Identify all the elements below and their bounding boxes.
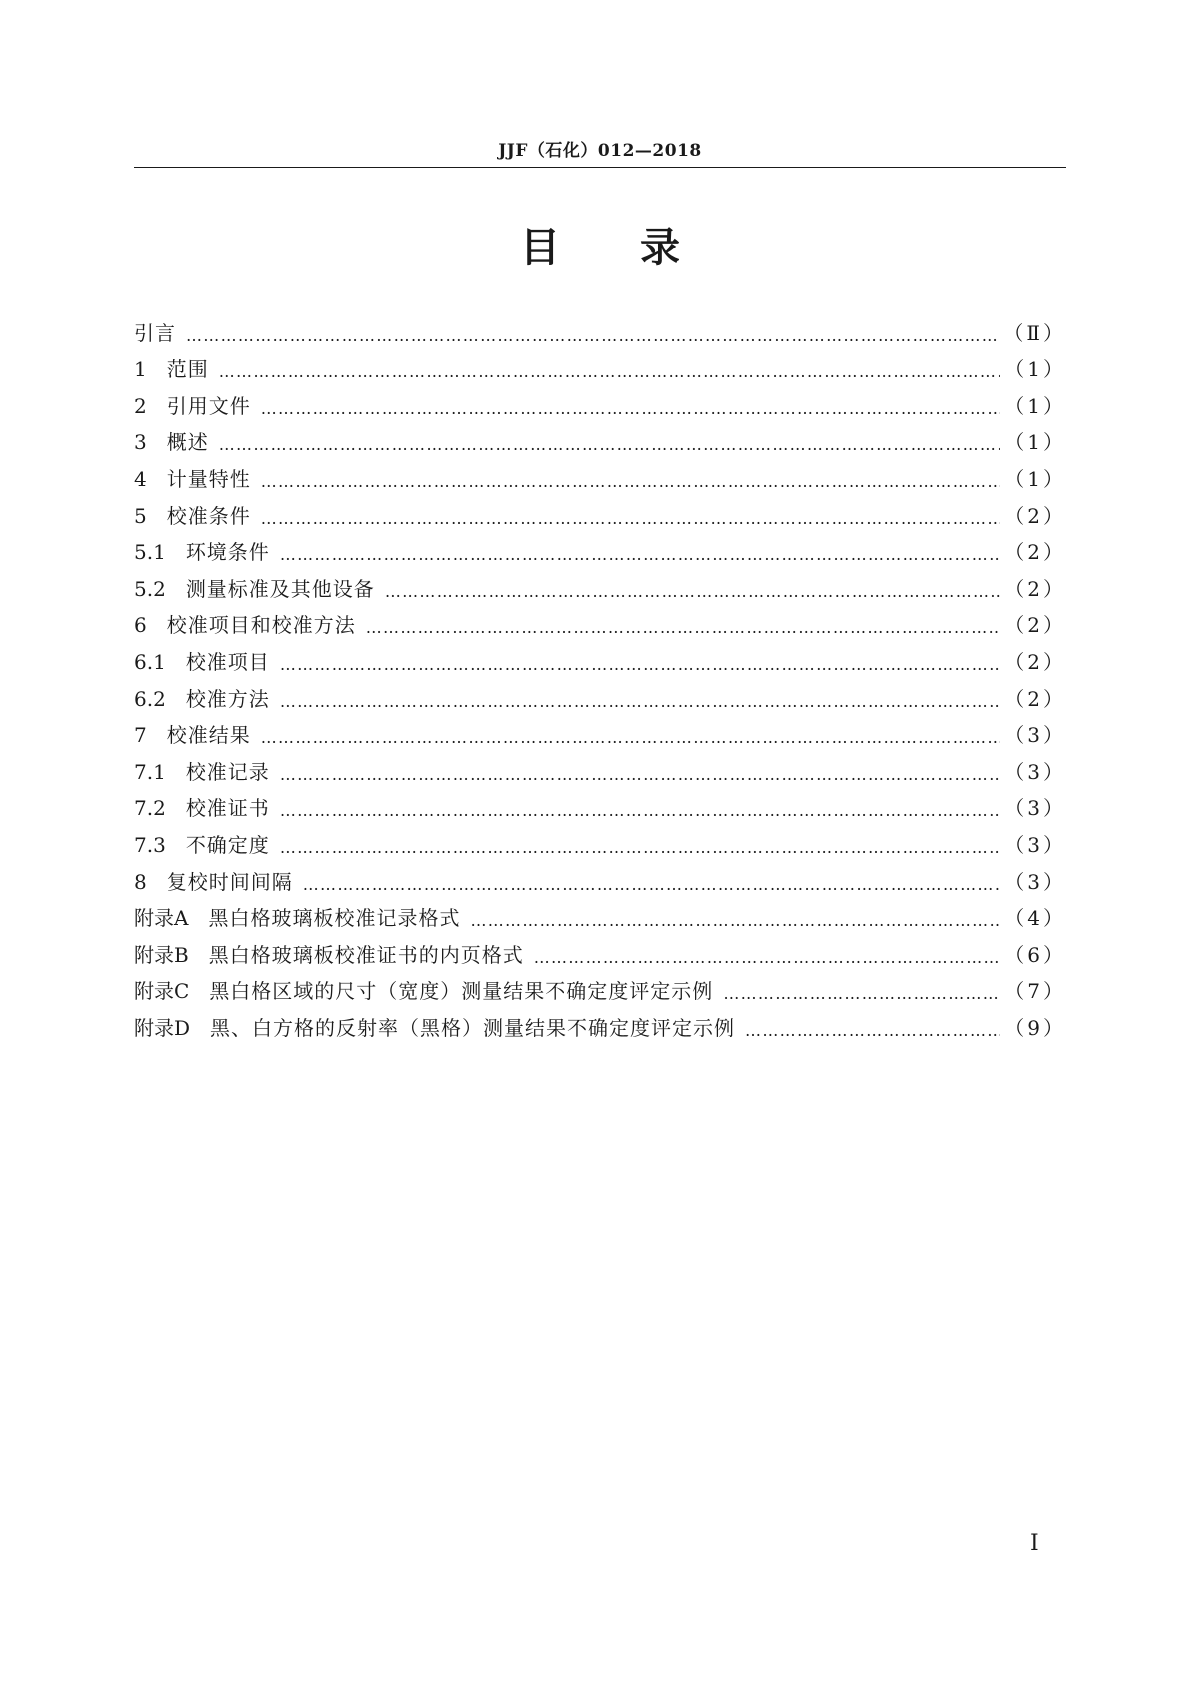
entry-page: （3） [1004,832,1066,857]
entry-page: （3） [1004,796,1066,821]
entry-page: （2） [1004,540,1066,565]
entry-number: 5.1 [134,540,186,565]
toc-entry[interactable] [134,309,1066,346]
entry-page: （4） [1004,906,1066,931]
entry-number: 3 [134,430,167,455]
entry-number: 6.1 [134,649,186,674]
entry-page: （2） [1004,503,1066,528]
toc-entry[interactable] [134,821,1066,858]
entry-number: 6.2 [134,686,186,711]
dot-leader [280,801,1000,821]
entry-number: 1 [134,357,167,382]
toc-entry[interactable] [134,529,1066,566]
toc-entry[interactable] [134,931,1066,968]
dot-leader [280,838,1000,858]
entry-number: 7.3 [134,832,186,857]
toc-entry[interactable] [134,858,1066,895]
toc-entry[interactable] [134,968,1066,1005]
entry-page: （3） [1004,759,1066,784]
toc-entry[interactable] [134,748,1066,785]
entry-title[interactable]: 环境条件 [185,540,270,565]
entry-page: （1） [1004,393,1066,418]
entry-number: 8 [134,869,167,894]
entry-page: （1） [1004,430,1066,455]
toc-entry[interactable] [134,712,1066,749]
page-header: JJF（石化）012—2018 [498,141,702,161]
entry-title[interactable]: 校准条件 [166,503,251,528]
entry-title[interactable]: 校准结果 [166,723,251,748]
entry-number: 7 [134,723,167,748]
entry-number: 附录B [134,942,209,967]
entry-number: 6 [134,613,167,638]
entry-page: （2） [1004,613,1066,638]
dot-leader [219,362,1001,382]
toc-entry[interactable] [134,382,1066,419]
entry-number: 附录C [134,979,210,1004]
entry-page: （3） [1004,869,1066,894]
dot-leader [470,911,1000,931]
entry-page: （2） [1004,649,1066,674]
entry-title[interactable]: 测量标准及其他设备 [185,576,375,601]
dot-leader [261,399,1001,419]
entry-number: 7.2 [134,796,186,821]
entry-title[interactable]: 校准证书 [185,796,270,821]
entry-title[interactable]: 引用文件 [166,393,251,418]
dot-leader [219,435,1001,455]
entry-page: （7） [1004,979,1066,1004]
toc-entry[interactable] [134,492,1066,529]
entry-number: 5.2 [134,576,186,601]
dot-leader [745,1021,1000,1041]
entry-page: （Ⅱ） [1003,320,1066,345]
dot-leader [534,948,1001,968]
entry-title[interactable]: 校准记录 [185,759,270,784]
entry-page: （2） [1004,576,1066,601]
entry-title[interactable]: 校准项目和校准方法 [166,613,356,638]
entry-page: （6） [1004,942,1066,967]
toc-entry[interactable] [134,785,1066,822]
entry-number: 附录D [134,1015,211,1040]
entry-number: 5 [134,503,167,528]
dot-leader [261,509,1001,529]
entry-number: 4 [134,466,167,491]
entry-title[interactable]: 校准方法 [185,686,270,711]
toc-entry[interactable] [134,895,1066,932]
page-title: 目 录 [520,225,680,271]
dot-leader [280,655,1000,675]
entry-title[interactable]: 范围 [166,357,209,382]
dot-leader [186,326,999,346]
entry-title[interactable]: 黑白格玻璃板校准记录格式 [208,906,461,931]
entry-page: （1） [1004,466,1066,491]
entry-number: 7.1 [134,759,186,784]
entry-title[interactable]: 引言 [134,320,176,345]
dot-leader [385,582,1000,602]
toc-entry[interactable] [134,346,1066,383]
table-of-contents [134,309,1066,1041]
dot-leader [280,765,1000,785]
toc-entry[interactable] [134,419,1066,456]
entry-title[interactable]: 黑白格玻璃板校准证书的内页格式 [208,942,524,967]
dot-leader [303,875,1001,895]
entry-title[interactable]: 黑白格区域的尺寸（宽度）测量结果不确定度评定示例 [209,979,714,1004]
entry-page: （2） [1004,686,1066,711]
dot-leader [723,984,1000,1004]
entry-title[interactable]: 不确定度 [185,832,270,857]
toc-entry[interactable] [134,638,1066,675]
entry-title[interactable]: 复校时间间隔 [166,869,293,894]
toc-entry[interactable] [134,602,1066,639]
entry-title[interactable]: 概述 [166,430,209,455]
dot-leader [366,618,1001,638]
entry-number: 2 [134,393,167,418]
entry-title[interactable]: 计量特性 [166,466,251,491]
toc-entry[interactable] [134,565,1066,602]
toc-entry[interactable] [134,675,1066,712]
dot-leader [280,545,1000,565]
entry-page: （1） [1004,357,1066,382]
entry-number: 附录A [134,906,209,931]
dot-leader [261,728,1001,748]
entry-page: （9） [1004,1015,1066,1040]
dot-leader [261,472,1001,492]
toc-entry[interactable] [134,1004,1066,1041]
entry-title[interactable]: 校准项目 [185,649,270,674]
entry-page: （3） [1004,723,1066,748]
entry-title[interactable]: 黑、白方格的反射率（黑格）测量结果不确定度评定示例 [210,1015,736,1040]
toc-entry[interactable] [134,455,1066,492]
page-number: Ⅰ [1030,1531,1039,1556]
dot-leader [280,692,1000,712]
header-rule [134,167,1066,168]
